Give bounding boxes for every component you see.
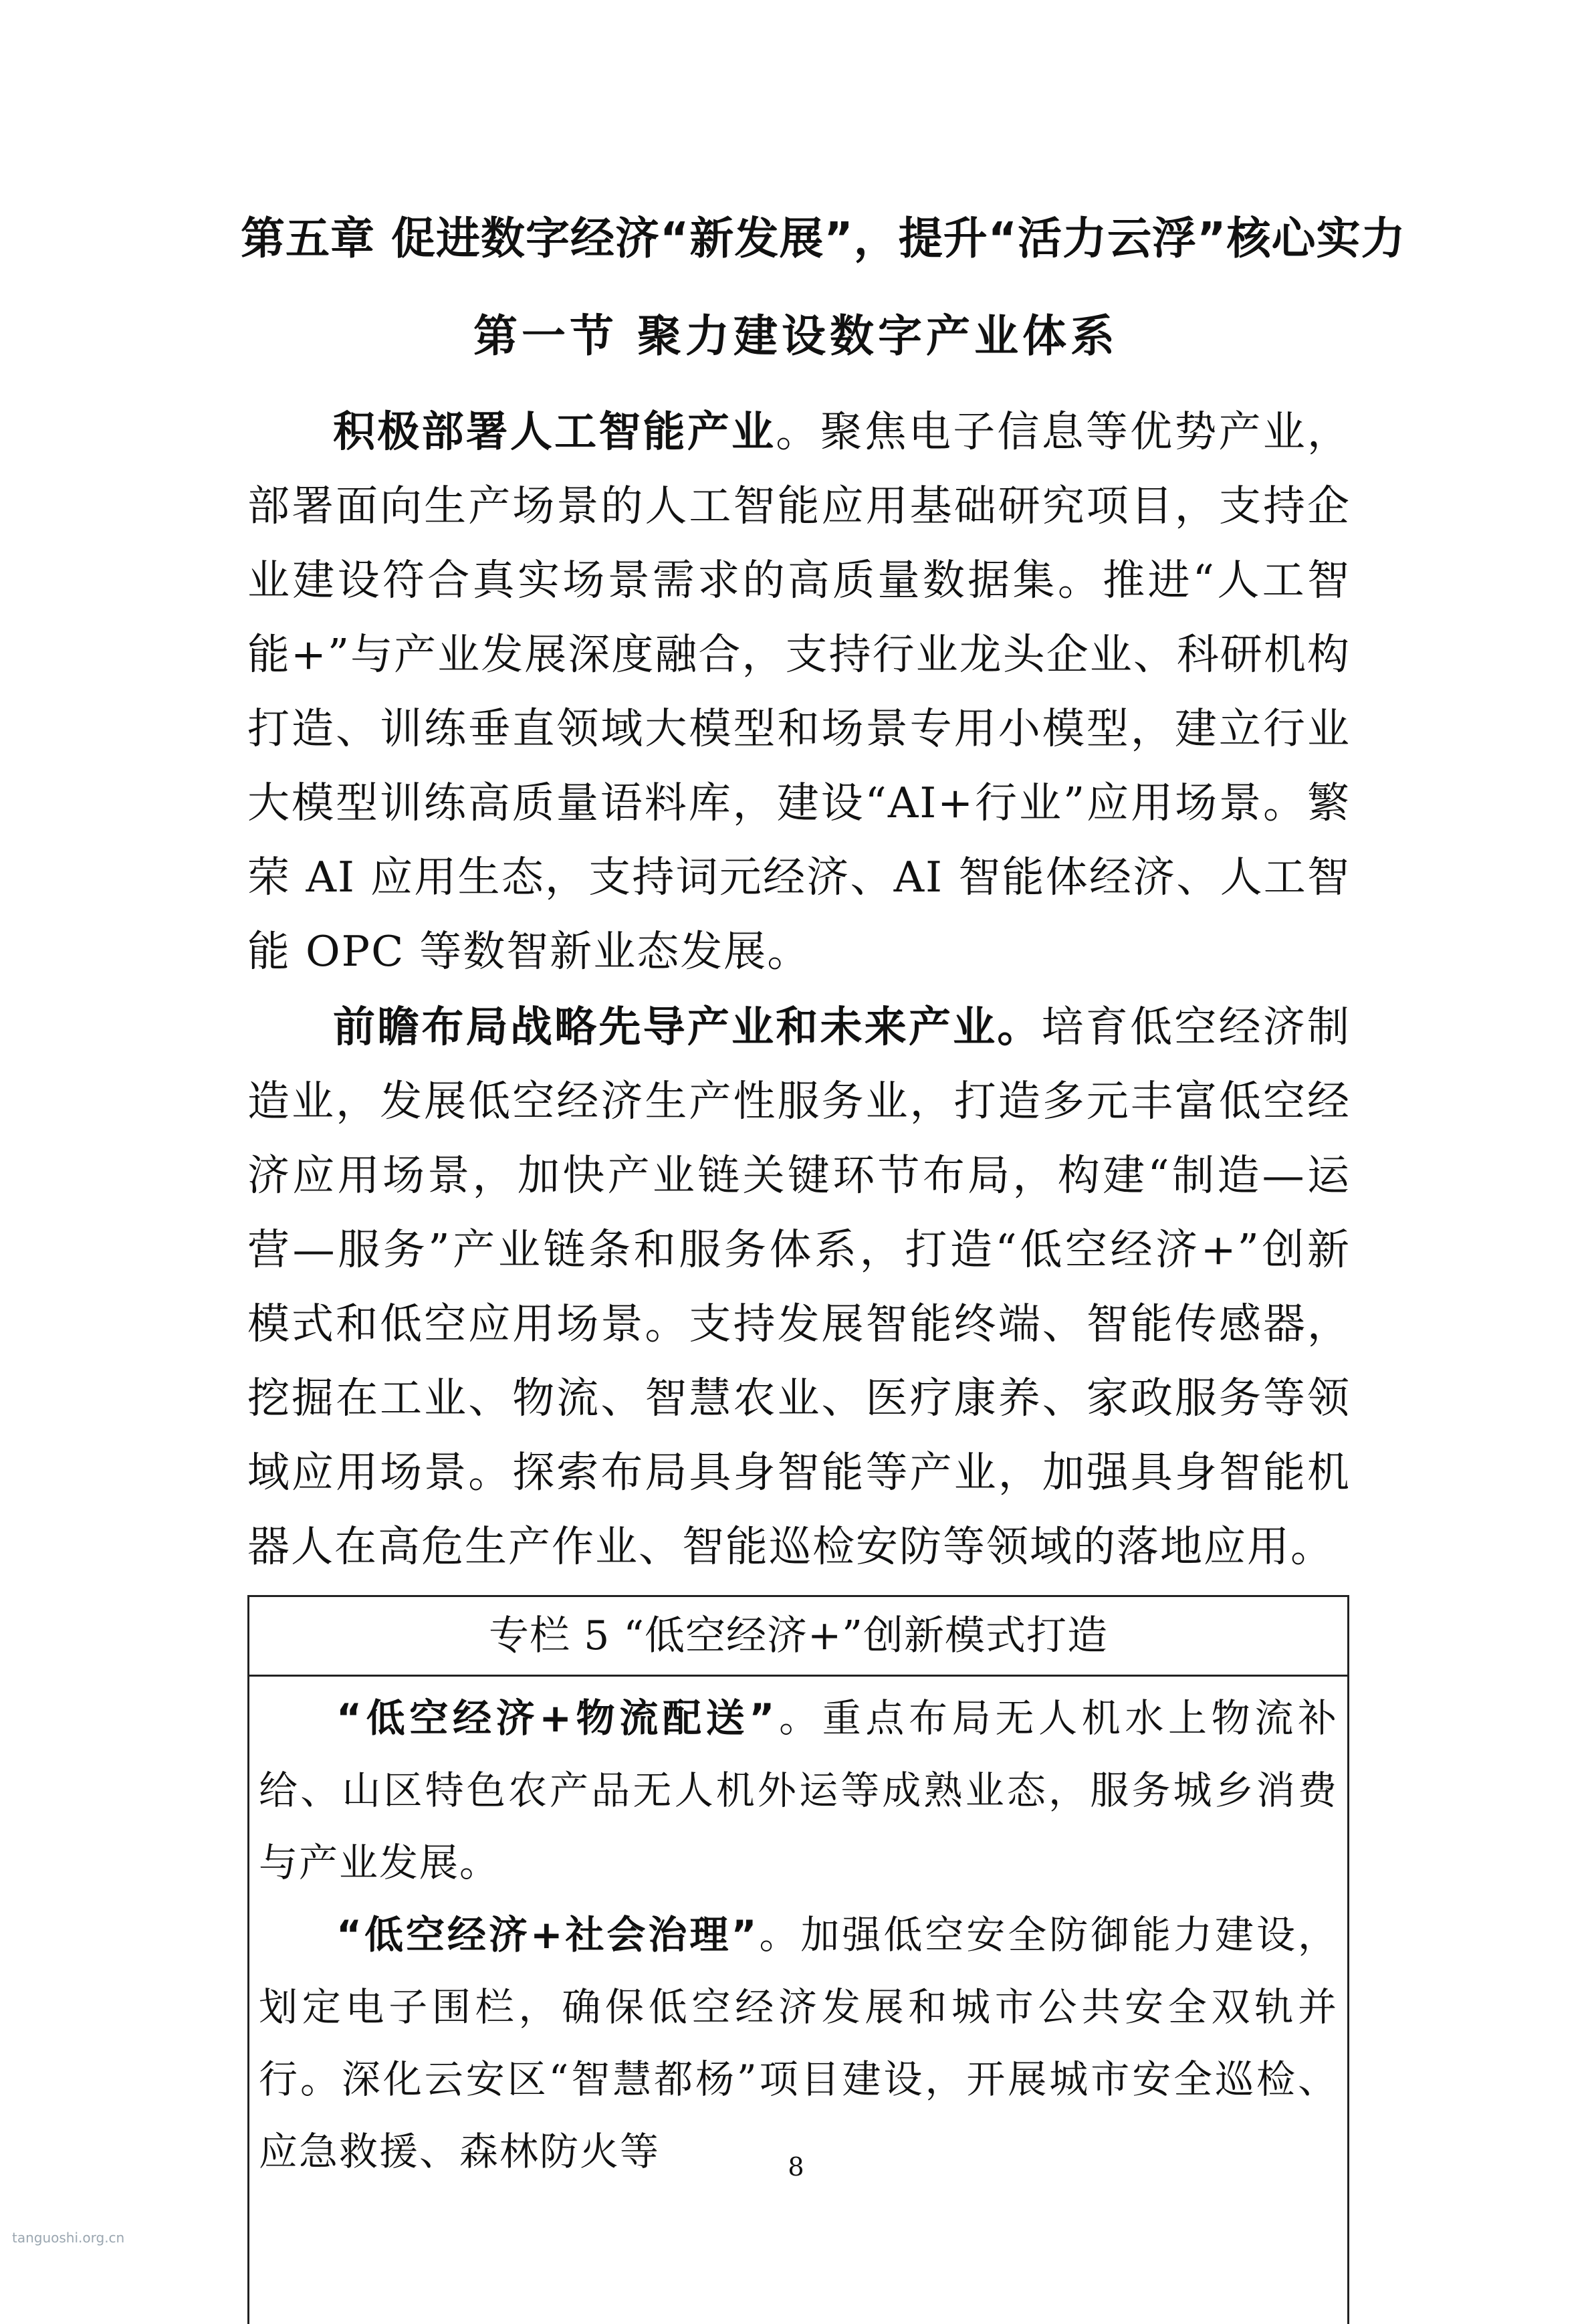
paragraph-text: 。聚焦电子信息等优势产业，部署面向生产场景的人工智能应用基础研究项目，支持企业建设符合真实场景需求的高质量数据集。推进“人工智能+”与产业发展深度融合，支持行业龙头企业、科研机构打造、训练垂直领域大模型和场景专用小模型，建立行业大模型训练高质量语料库，建设“AI+行业”应用场景。繁荣 AI 应用生态，支持词元经济、AI 智能体经济、人工智能 OPC 等数智新业态发展。 (247, 407, 1351, 976)
column-item-lead: “低空经济+物流配送” (336, 1695, 776, 1741)
column-box-title: 专栏 5 “低空经济+”创新模式打造 (249, 1597, 1347, 1677)
watermark: tanguoshi.org.cn (12, 2230, 125, 2246)
page-number: 8 (788, 2152, 804, 2182)
column-item-lead: “低空经济+社会治理” (336, 1912, 758, 1958)
paragraph-ai-industry (247, 395, 1351, 988)
column-item-text: 。加强低空安全防御能力建设，划定电子围栏，确保低空经济发展和城市公共安全双轨并行。深化云安区“智慧都杨”项目建设，开展城市安全巡检、应急救援、森林防火等 (259, 1912, 1338, 2174)
chapter-title: 第五章 促进数字经济“新发展”，提升“活力云浮”核心实力 (241, 213, 1406, 264)
column-box (247, 1595, 1349, 2324)
paragraph-text: 培育低空经济制造业，发展低空经济生产性服务业，打造多元丰富低空经济应用场景，加快产业链关键环节布局，构建“制造—运营—服务”产业链条和服务体系，打造“低空经济+”创新模式和低空应用场景。支持发展智能终端、智能传感器，挖掘在工业、物流、智慧农业、医疗康养、家政服务等领域应用场景。探索布局具身智能等产业，加强具身智能机器人在高危生产作业、智能巡检安防等领域的落地应用。 (247, 1002, 1351, 1571)
section-title: 第一节 聚力建设数字产业体系 (473, 310, 1119, 362)
column-item-text: 。重点布局无人机水上物流补给、山区特色农产品无人机外运等成熟业态，服务城乡消费与产业发展。 (259, 1695, 1338, 1885)
paragraph-future-industry (247, 990, 1351, 1584)
paragraph-lead: 积极部署人工智能产业 (333, 407, 776, 456)
column-item-logistics (259, 1682, 1338, 1899)
column-box-body (249, 1677, 1347, 2188)
paragraph-lead: 前瞻布局战略先导产业和未来产业。 (333, 1002, 1042, 1051)
column-item-governance (259, 1899, 1338, 2188)
